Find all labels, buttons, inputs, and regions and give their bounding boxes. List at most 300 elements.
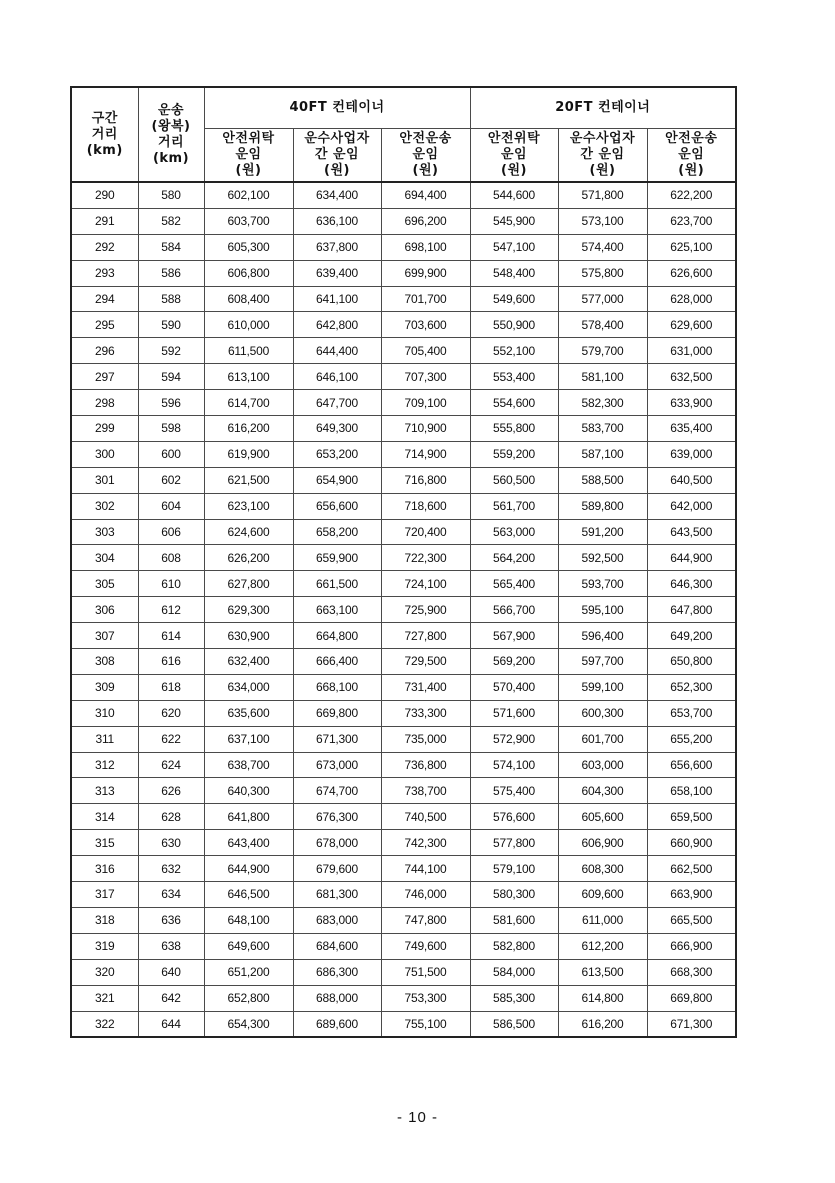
cell-transport-km: 642 xyxy=(138,985,204,1011)
header-40ft-safety-transport: 안전운송 운임 (원) xyxy=(381,129,470,183)
cell-40ft-carrier-rate: 669,800 xyxy=(293,700,381,726)
cell-20ft-safety-consign: 561,700 xyxy=(470,493,558,519)
cell-20ft-carrier-rate: 593,700 xyxy=(558,571,647,597)
table-row xyxy=(71,182,736,208)
cell-40ft-safety-transport: 709,100 xyxy=(381,390,470,416)
table-row xyxy=(71,208,736,234)
cell-transport-km: 610 xyxy=(138,571,204,597)
cell-20ft-safety-consign: 570,400 xyxy=(470,674,558,700)
cell-40ft-safety-transport: 744,100 xyxy=(381,856,470,882)
cell-40ft-safety-consign: 608,400 xyxy=(204,286,293,312)
cell-40ft-safety-transport: 724,100 xyxy=(381,571,470,597)
cell-20ft-safety-consign: 554,600 xyxy=(470,390,558,416)
cell-section-km: 320 xyxy=(71,959,138,985)
cell-section-km: 317 xyxy=(71,882,138,908)
cell-40ft-safety-consign: 619,900 xyxy=(204,441,293,467)
cell-20ft-safety-consign: 586,500 xyxy=(470,1011,558,1037)
cell-40ft-carrier-rate: 686,300 xyxy=(293,959,381,985)
cell-40ft-carrier-rate: 647,700 xyxy=(293,390,381,416)
table-row xyxy=(71,985,736,1011)
table-row xyxy=(71,804,736,830)
cell-40ft-safety-consign: 630,900 xyxy=(204,623,293,649)
cell-40ft-safety-consign: 629,300 xyxy=(204,597,293,623)
cell-20ft-safety-consign: 582,800 xyxy=(470,933,558,959)
cell-40ft-carrier-rate: 634,400 xyxy=(293,182,381,208)
page-number: - 10 - xyxy=(396,1109,438,1126)
cell-transport-km: 614 xyxy=(138,623,204,649)
cell-20ft-carrier-rate: 601,700 xyxy=(558,726,647,752)
cell-20ft-safety-transport: 626,600 xyxy=(647,260,736,286)
cell-20ft-safety-consign: 565,400 xyxy=(470,571,558,597)
header-20ft-safety-consign: 안전위탁 운임 (원) xyxy=(470,129,558,183)
cell-20ft-carrier-rate: 588,500 xyxy=(558,467,647,493)
cell-section-km: 293 xyxy=(71,260,138,286)
cell-transport-km: 580 xyxy=(138,182,204,208)
cell-40ft-safety-transport: 707,300 xyxy=(381,364,470,390)
cell-transport-km: 636 xyxy=(138,907,204,933)
cell-40ft-safety-consign: 613,100 xyxy=(204,364,293,390)
cell-40ft-carrier-rate: 654,900 xyxy=(293,467,381,493)
cell-40ft-carrier-rate: 658,200 xyxy=(293,519,381,545)
cell-section-km: 294 xyxy=(71,286,138,312)
cell-40ft-safety-consign: 649,600 xyxy=(204,933,293,959)
table-row xyxy=(71,441,736,467)
table-row xyxy=(71,882,736,908)
cell-40ft-carrier-rate: 656,600 xyxy=(293,493,381,519)
cell-20ft-safety-consign: 566,700 xyxy=(470,597,558,623)
table-row xyxy=(71,700,736,726)
cell-section-km: 315 xyxy=(71,830,138,856)
cell-20ft-safety-consign: 567,900 xyxy=(470,623,558,649)
cell-20ft-safety-consign: 552,100 xyxy=(470,338,558,364)
cell-transport-km: 586 xyxy=(138,260,204,286)
cell-40ft-safety-consign: 627,800 xyxy=(204,571,293,597)
cell-20ft-safety-transport: 669,800 xyxy=(647,985,736,1011)
cell-20ft-safety-transport: 635,400 xyxy=(647,416,736,442)
cell-section-km: 309 xyxy=(71,674,138,700)
cell-20ft-safety-consign: 553,400 xyxy=(470,364,558,390)
cell-section-km: 300 xyxy=(71,441,138,467)
cell-40ft-safety-consign: 610,000 xyxy=(204,312,293,338)
cell-20ft-carrier-rate: 589,800 xyxy=(558,493,647,519)
cell-20ft-safety-transport: 665,500 xyxy=(647,907,736,933)
cell-transport-km: 600 xyxy=(138,441,204,467)
cell-40ft-safety-transport: 714,900 xyxy=(381,441,470,467)
cell-20ft-safety-consign: 575,400 xyxy=(470,778,558,804)
cell-40ft-safety-transport: 738,700 xyxy=(381,778,470,804)
cell-transport-km: 618 xyxy=(138,674,204,700)
cell-section-km: 295 xyxy=(71,312,138,338)
cell-section-km: 303 xyxy=(71,519,138,545)
table-row xyxy=(71,778,736,804)
cell-40ft-carrier-rate: 661,500 xyxy=(293,571,381,597)
cell-40ft-safety-consign: 652,800 xyxy=(204,985,293,1011)
cell-40ft-safety-transport: 716,800 xyxy=(381,467,470,493)
cell-20ft-safety-consign: 549,600 xyxy=(470,286,558,312)
cell-transport-km: 592 xyxy=(138,338,204,364)
cell-transport-km: 596 xyxy=(138,390,204,416)
cell-transport-km: 588 xyxy=(138,286,204,312)
cell-20ft-safety-transport: 671,300 xyxy=(647,1011,736,1037)
cell-section-km: 296 xyxy=(71,338,138,364)
cell-20ft-safety-consign: 584,000 xyxy=(470,959,558,985)
cell-20ft-safety-consign: 548,400 xyxy=(470,260,558,286)
cell-transport-km: 622 xyxy=(138,726,204,752)
header-group-20ft: 20FT 컨테이너 xyxy=(470,87,736,129)
cell-20ft-safety-transport: 668,300 xyxy=(647,959,736,985)
cell-40ft-safety-consign: 624,600 xyxy=(204,519,293,545)
cell-20ft-safety-transport: 650,800 xyxy=(647,649,736,675)
cell-40ft-carrier-rate: 678,000 xyxy=(293,830,381,856)
header-group-40ft: 40FT 컨테이너 xyxy=(204,87,470,129)
cell-20ft-carrier-rate: 578,400 xyxy=(558,312,647,338)
cell-40ft-carrier-rate: 684,600 xyxy=(293,933,381,959)
cell-20ft-safety-transport: 633,900 xyxy=(647,390,736,416)
table-row xyxy=(71,260,736,286)
cell-20ft-safety-transport: 659,500 xyxy=(647,804,736,830)
cell-transport-km: 582 xyxy=(138,208,204,234)
cell-20ft-safety-consign: 574,100 xyxy=(470,752,558,778)
cell-40ft-carrier-rate: 642,800 xyxy=(293,312,381,338)
cell-section-km: 312 xyxy=(71,752,138,778)
cell-transport-km: 608 xyxy=(138,545,204,571)
cell-20ft-carrier-rate: 606,900 xyxy=(558,830,647,856)
cell-40ft-carrier-rate: 666,400 xyxy=(293,649,381,675)
cell-40ft-safety-transport: 699,900 xyxy=(381,260,470,286)
cell-transport-km: 640 xyxy=(138,959,204,985)
cell-20ft-safety-consign: 577,800 xyxy=(470,830,558,856)
cell-40ft-safety-consign: 602,100 xyxy=(204,182,293,208)
cell-section-km: 290 xyxy=(71,182,138,208)
cell-20ft-safety-transport: 642,000 xyxy=(647,493,736,519)
cell-40ft-carrier-rate: 681,300 xyxy=(293,882,381,908)
table-row xyxy=(71,959,736,985)
cell-40ft-carrier-rate: 637,800 xyxy=(293,234,381,260)
cell-section-km: 298 xyxy=(71,390,138,416)
cell-40ft-safety-transport: 735,000 xyxy=(381,726,470,752)
table-row xyxy=(71,286,736,312)
cell-transport-km: 590 xyxy=(138,312,204,338)
cell-20ft-safety-transport: 647,800 xyxy=(647,597,736,623)
cell-section-km: 310 xyxy=(71,700,138,726)
cell-40ft-carrier-rate: 674,700 xyxy=(293,778,381,804)
cell-20ft-carrier-rate: 613,500 xyxy=(558,959,647,985)
table-row xyxy=(71,752,736,778)
cell-40ft-safety-consign: 621,500 xyxy=(204,467,293,493)
cell-transport-km: 632 xyxy=(138,856,204,882)
cell-40ft-carrier-rate: 668,100 xyxy=(293,674,381,700)
cell-40ft-safety-consign: 606,800 xyxy=(204,260,293,286)
cell-section-km: 307 xyxy=(71,623,138,649)
cell-20ft-safety-consign: 560,500 xyxy=(470,467,558,493)
cell-20ft-carrier-rate: 605,600 xyxy=(558,804,647,830)
cell-section-km: 313 xyxy=(71,778,138,804)
cell-transport-km: 634 xyxy=(138,882,204,908)
cell-20ft-safety-consign: 576,600 xyxy=(470,804,558,830)
table-row xyxy=(71,597,736,623)
cell-40ft-safety-transport: 694,400 xyxy=(381,182,470,208)
cell-40ft-safety-consign: 651,200 xyxy=(204,959,293,985)
cell-20ft-safety-transport: 653,700 xyxy=(647,700,736,726)
cell-40ft-safety-transport: 729,500 xyxy=(381,649,470,675)
table-row xyxy=(71,571,736,597)
cell-40ft-safety-transport: 731,400 xyxy=(381,674,470,700)
header-40ft-carrier-rate: 운수사업자 간 운임 (원) xyxy=(293,129,381,183)
cell-20ft-safety-transport: 639,000 xyxy=(647,441,736,467)
cell-20ft-carrier-rate: 571,800 xyxy=(558,182,647,208)
cell-20ft-carrier-rate: 608,300 xyxy=(558,856,647,882)
cell-section-km: 321 xyxy=(71,985,138,1011)
header-40ft-safety-consign: 안전위탁 운임 (원) xyxy=(204,129,293,183)
cell-section-km: 314 xyxy=(71,804,138,830)
cell-20ft-carrier-rate: 609,600 xyxy=(558,882,647,908)
cell-40ft-carrier-rate: 683,000 xyxy=(293,907,381,933)
cell-40ft-safety-transport: 720,400 xyxy=(381,519,470,545)
cell-20ft-safety-transport: 663,900 xyxy=(647,882,736,908)
cell-20ft-carrier-rate: 581,100 xyxy=(558,364,647,390)
cell-20ft-safety-transport: 623,700 xyxy=(647,208,736,234)
cell-transport-km: 584 xyxy=(138,234,204,260)
cell-40ft-safety-transport: 742,300 xyxy=(381,830,470,856)
cell-20ft-safety-transport: 631,000 xyxy=(647,338,736,364)
cell-40ft-safety-transport: 751,500 xyxy=(381,959,470,985)
table-body xyxy=(71,182,736,1037)
table-row xyxy=(71,234,736,260)
table-row xyxy=(71,545,736,571)
cell-40ft-carrier-rate: 641,100 xyxy=(293,286,381,312)
cell-40ft-safety-consign: 632,400 xyxy=(204,649,293,675)
cell-20ft-safety-consign: 564,200 xyxy=(470,545,558,571)
cell-section-km: 304 xyxy=(71,545,138,571)
cell-20ft-safety-transport: 632,500 xyxy=(647,364,736,390)
cell-section-km: 306 xyxy=(71,597,138,623)
cell-section-km: 301 xyxy=(71,467,138,493)
cell-20ft-safety-consign: 555,800 xyxy=(470,416,558,442)
cell-20ft-safety-consign: 572,900 xyxy=(470,726,558,752)
cell-20ft-carrier-rate: 582,300 xyxy=(558,390,647,416)
table-row xyxy=(71,467,736,493)
cell-transport-km: 620 xyxy=(138,700,204,726)
table-row xyxy=(71,726,736,752)
cell-40ft-safety-transport: 749,600 xyxy=(381,933,470,959)
cell-section-km: 319 xyxy=(71,933,138,959)
cell-transport-km: 602 xyxy=(138,467,204,493)
cell-40ft-safety-consign: 640,300 xyxy=(204,778,293,804)
table-row xyxy=(71,493,736,519)
cell-transport-km: 626 xyxy=(138,778,204,804)
header-20ft-carrier-rate: 운수사업자 간 운임 (원) xyxy=(558,129,647,183)
cell-40ft-safety-transport: 701,700 xyxy=(381,286,470,312)
cell-20ft-safety-transport: 649,200 xyxy=(647,623,736,649)
cell-40ft-safety-consign: 634,000 xyxy=(204,674,293,700)
header-section-distance: 구간 거리 (km) xyxy=(71,87,138,182)
cell-20ft-carrier-rate: 614,800 xyxy=(558,985,647,1011)
cell-20ft-safety-transport: 652,300 xyxy=(647,674,736,700)
table-row xyxy=(71,907,736,933)
cell-40ft-safety-consign: 635,600 xyxy=(204,700,293,726)
cell-40ft-safety-consign: 654,300 xyxy=(204,1011,293,1037)
cell-20ft-carrier-rate: 595,100 xyxy=(558,597,647,623)
cell-transport-km: 630 xyxy=(138,830,204,856)
cell-40ft-carrier-rate: 676,300 xyxy=(293,804,381,830)
cell-20ft-safety-transport: 655,200 xyxy=(647,726,736,752)
cell-transport-km: 604 xyxy=(138,493,204,519)
table-row xyxy=(71,312,736,338)
table-row xyxy=(71,416,736,442)
table-row xyxy=(71,338,736,364)
cell-20ft-carrier-rate: 600,300 xyxy=(558,700,647,726)
cell-40ft-carrier-rate: 689,600 xyxy=(293,1011,381,1037)
cell-40ft-safety-consign: 603,700 xyxy=(204,208,293,234)
cell-20ft-safety-consign: 585,300 xyxy=(470,985,558,1011)
cell-20ft-carrier-rate: 596,400 xyxy=(558,623,647,649)
table-row xyxy=(71,364,736,390)
table-row xyxy=(71,856,736,882)
cell-40ft-carrier-rate: 663,100 xyxy=(293,597,381,623)
cell-40ft-carrier-rate: 664,800 xyxy=(293,623,381,649)
cell-40ft-safety-consign: 616,200 xyxy=(204,416,293,442)
cell-section-km: 299 xyxy=(71,416,138,442)
table-row xyxy=(71,623,736,649)
cell-40ft-safety-transport: 698,100 xyxy=(381,234,470,260)
table-row xyxy=(71,933,736,959)
cell-20ft-carrier-rate: 591,200 xyxy=(558,519,647,545)
cell-section-km: 308 xyxy=(71,649,138,675)
table-row xyxy=(71,674,736,700)
cell-20ft-carrier-rate: 597,700 xyxy=(558,649,647,675)
cell-40ft-safety-consign: 605,300 xyxy=(204,234,293,260)
cell-20ft-safety-transport: 640,500 xyxy=(647,467,736,493)
cell-20ft-safety-consign: 569,200 xyxy=(470,649,558,675)
cell-20ft-carrier-rate: 612,200 xyxy=(558,933,647,959)
cell-40ft-carrier-rate: 646,100 xyxy=(293,364,381,390)
cell-20ft-safety-transport: 625,100 xyxy=(647,234,736,260)
cell-20ft-safety-transport: 660,900 xyxy=(647,830,736,856)
cell-20ft-safety-transport: 629,600 xyxy=(647,312,736,338)
table-header xyxy=(71,87,736,182)
cell-40ft-safety-transport: 753,300 xyxy=(381,985,470,1011)
cell-20ft-safety-consign: 550,900 xyxy=(470,312,558,338)
cell-20ft-carrier-rate: 577,000 xyxy=(558,286,647,312)
header-transport-distance: 운송 (왕복) 거리 (km) xyxy=(138,87,204,182)
cell-20ft-safety-consign: 581,600 xyxy=(470,907,558,933)
cell-20ft-safety-transport: 628,000 xyxy=(647,286,736,312)
cell-transport-km: 624 xyxy=(138,752,204,778)
cell-40ft-safety-transport: 696,200 xyxy=(381,208,470,234)
cell-20ft-safety-transport: 644,900 xyxy=(647,545,736,571)
cell-40ft-safety-transport: 703,600 xyxy=(381,312,470,338)
cell-section-km: 297 xyxy=(71,364,138,390)
cell-section-km: 318 xyxy=(71,907,138,933)
cell-transport-km: 644 xyxy=(138,1011,204,1037)
cell-40ft-safety-consign: 644,900 xyxy=(204,856,293,882)
cell-transport-km: 606 xyxy=(138,519,204,545)
cell-20ft-safety-consign: 579,100 xyxy=(470,856,558,882)
table-row xyxy=(71,830,736,856)
cell-transport-km: 612 xyxy=(138,597,204,623)
cell-section-km: 292 xyxy=(71,234,138,260)
cell-transport-km: 628 xyxy=(138,804,204,830)
cell-20ft-safety-transport: 646,300 xyxy=(647,571,736,597)
cell-40ft-safety-consign: 637,100 xyxy=(204,726,293,752)
cell-section-km: 302 xyxy=(71,493,138,519)
cell-40ft-carrier-rate: 659,900 xyxy=(293,545,381,571)
cell-20ft-carrier-rate: 575,800 xyxy=(558,260,647,286)
cell-40ft-safety-transport: 740,500 xyxy=(381,804,470,830)
cell-20ft-safety-consign: 580,300 xyxy=(470,882,558,908)
table-row xyxy=(71,1011,736,1037)
cell-40ft-safety-transport: 710,900 xyxy=(381,416,470,442)
cell-40ft-safety-consign: 638,700 xyxy=(204,752,293,778)
cell-20ft-carrier-rate: 599,100 xyxy=(558,674,647,700)
cell-20ft-carrier-rate: 587,100 xyxy=(558,441,647,467)
table-row xyxy=(71,519,736,545)
cell-40ft-carrier-rate: 644,400 xyxy=(293,338,381,364)
cell-20ft-carrier-rate: 611,000 xyxy=(558,907,647,933)
cell-40ft-safety-transport: 733,300 xyxy=(381,700,470,726)
cell-20ft-carrier-rate: 592,500 xyxy=(558,545,647,571)
cell-40ft-carrier-rate: 671,300 xyxy=(293,726,381,752)
freight-rate-table xyxy=(70,86,737,1038)
cell-20ft-safety-consign: 547,100 xyxy=(470,234,558,260)
cell-40ft-safety-consign: 623,100 xyxy=(204,493,293,519)
cell-40ft-safety-consign: 648,100 xyxy=(204,907,293,933)
cell-transport-km: 598 xyxy=(138,416,204,442)
cell-40ft-safety-consign: 626,200 xyxy=(204,545,293,571)
cell-40ft-safety-consign: 643,400 xyxy=(204,830,293,856)
cell-section-km: 316 xyxy=(71,856,138,882)
cell-40ft-safety-transport: 755,100 xyxy=(381,1011,470,1037)
cell-40ft-carrier-rate: 649,300 xyxy=(293,416,381,442)
cell-40ft-safety-consign: 614,700 xyxy=(204,390,293,416)
cell-20ft-safety-transport: 658,100 xyxy=(647,778,736,804)
cell-20ft-carrier-rate: 604,300 xyxy=(558,778,647,804)
cell-40ft-safety-transport: 746,000 xyxy=(381,882,470,908)
cell-section-km: 305 xyxy=(71,571,138,597)
cell-20ft-safety-consign: 563,000 xyxy=(470,519,558,545)
cell-40ft-carrier-rate: 639,400 xyxy=(293,260,381,286)
cell-20ft-carrier-rate: 616,200 xyxy=(558,1011,647,1037)
cell-20ft-carrier-rate: 603,000 xyxy=(558,752,647,778)
cell-20ft-carrier-rate: 583,700 xyxy=(558,416,647,442)
cell-20ft-safety-transport: 643,500 xyxy=(647,519,736,545)
cell-20ft-carrier-rate: 574,400 xyxy=(558,234,647,260)
table-row xyxy=(71,649,736,675)
cell-40ft-carrier-rate: 636,100 xyxy=(293,208,381,234)
cell-40ft-safety-transport: 747,800 xyxy=(381,907,470,933)
cell-40ft-safety-consign: 611,500 xyxy=(204,338,293,364)
cell-section-km: 311 xyxy=(71,726,138,752)
cell-section-km: 322 xyxy=(71,1011,138,1037)
cell-20ft-safety-transport: 662,500 xyxy=(647,856,736,882)
cell-transport-km: 638 xyxy=(138,933,204,959)
header-20ft-safety-transport: 안전운송 운임 (원) xyxy=(647,129,736,183)
cell-40ft-safety-transport: 722,300 xyxy=(381,545,470,571)
cell-20ft-carrier-rate: 573,100 xyxy=(558,208,647,234)
cell-40ft-safety-transport: 736,800 xyxy=(381,752,470,778)
cell-20ft-safety-consign: 559,200 xyxy=(470,441,558,467)
cell-20ft-safety-consign: 545,900 xyxy=(470,208,558,234)
cell-transport-km: 594 xyxy=(138,364,204,390)
cell-40ft-safety-transport: 718,600 xyxy=(381,493,470,519)
cell-20ft-carrier-rate: 579,700 xyxy=(558,338,647,364)
cell-40ft-carrier-rate: 653,200 xyxy=(293,441,381,467)
cell-40ft-safety-consign: 641,800 xyxy=(204,804,293,830)
cell-40ft-safety-transport: 705,400 xyxy=(381,338,470,364)
cell-20ft-safety-consign: 571,600 xyxy=(470,700,558,726)
cell-40ft-safety-transport: 725,900 xyxy=(381,597,470,623)
cell-20ft-safety-transport: 622,200 xyxy=(647,182,736,208)
